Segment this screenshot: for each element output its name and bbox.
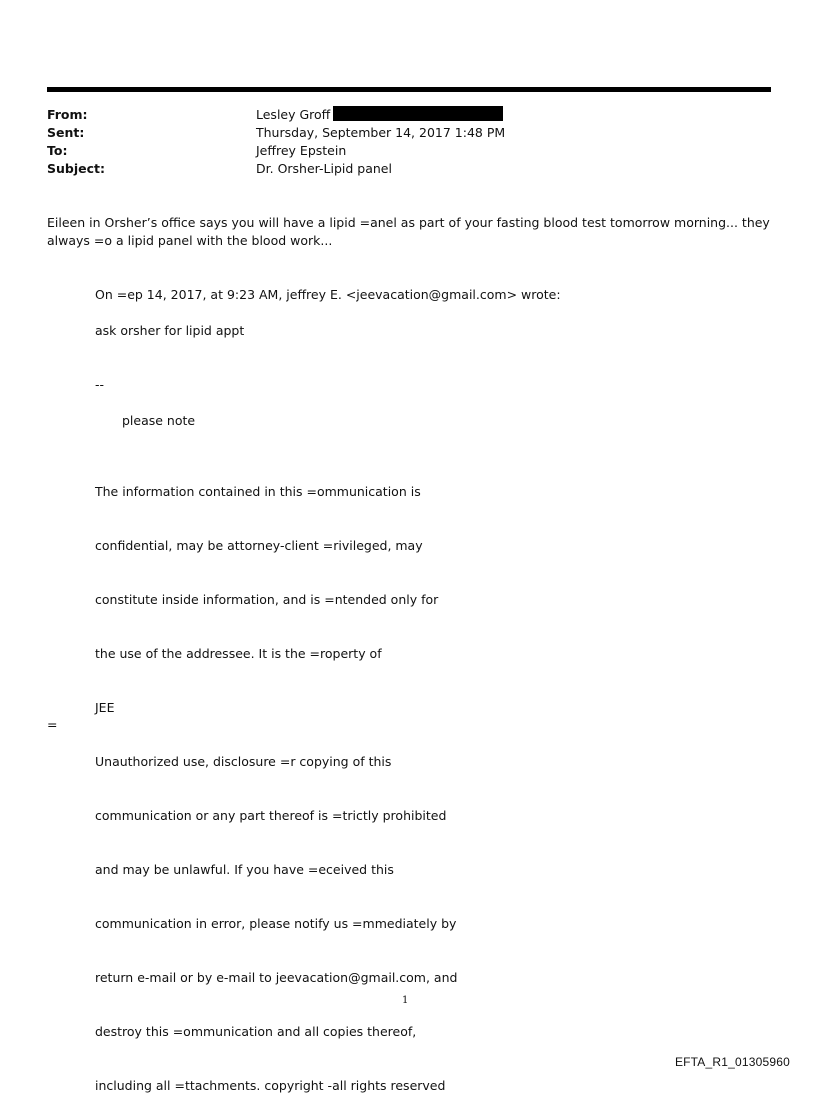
from-label: From: xyxy=(47,107,88,122)
disclaimer-line: JEE xyxy=(95,700,115,715)
disclaimer-line: communication in error, please notify us =mmediately by xyxy=(95,916,457,931)
disclaimer-line: return e-mail or by e-mail to jeevacation@gmail.com, and xyxy=(95,970,458,985)
signature-separator: -- xyxy=(95,377,105,392)
redaction-box xyxy=(333,106,503,121)
subject-label: Subject: xyxy=(47,161,105,176)
message-paragraph xyxy=(47,214,770,250)
disclaimer-line: and may be unlawful. If you have =eceived this xyxy=(95,862,394,877)
to-value: Jeffrey Epstein xyxy=(256,143,347,158)
disclaimer-line: communication or any part thereof is =trictly prohibited xyxy=(95,808,447,823)
disclaimer-line: constitute inside information, and is =ntended only for xyxy=(95,592,439,607)
disclaimer-line: Unauthorized use, disclosure =r copying of this xyxy=(95,754,392,769)
page-number: 1 xyxy=(402,995,409,1006)
disclaimer-line: confidential, may be attorney-client =rivileged, may xyxy=(95,538,423,553)
header-rule xyxy=(47,87,771,92)
sent-label: Sent: xyxy=(47,125,85,140)
bates-number: EFTA_R1_01305960 xyxy=(674,1055,790,1069)
sent-value: Thursday, September 14, 2017 1:48 PM xyxy=(256,125,506,140)
subject-value: Dr. Orsher-Lipid panel xyxy=(256,161,392,176)
quoted-text: ask orsher for lipid appt xyxy=(95,323,245,338)
please-note: please note xyxy=(122,413,196,428)
to-label: To: xyxy=(47,143,68,158)
message-line: always =o a lipid panel with the blood work... xyxy=(47,233,333,248)
trailing-equals: = xyxy=(47,717,58,732)
disclaimer-line: destroy this =ommunication and all copies thereof, xyxy=(95,1024,417,1039)
sender-name: Lesley Groff xyxy=(256,107,331,122)
message-line: Eileen in Orsher’s office says you will have a lipid =anel as part of your fasting blood test tomorrow morning... they xyxy=(47,215,770,230)
disclaimer-line: The information contained in this =ommunication is xyxy=(95,484,421,499)
from-value xyxy=(256,106,503,124)
disclaimer-line: the use of the addressee. It is the =roperty of xyxy=(95,646,382,661)
disclaimer xyxy=(95,447,457,1113)
quote-header: On =ep 14, 2017, at 9:23 AM, jeffrey E. <jeevacation@gmail.com> wrote: xyxy=(95,287,561,302)
disclaimer-line: including all =ttachments. copyright -all rights reserved xyxy=(95,1078,446,1093)
